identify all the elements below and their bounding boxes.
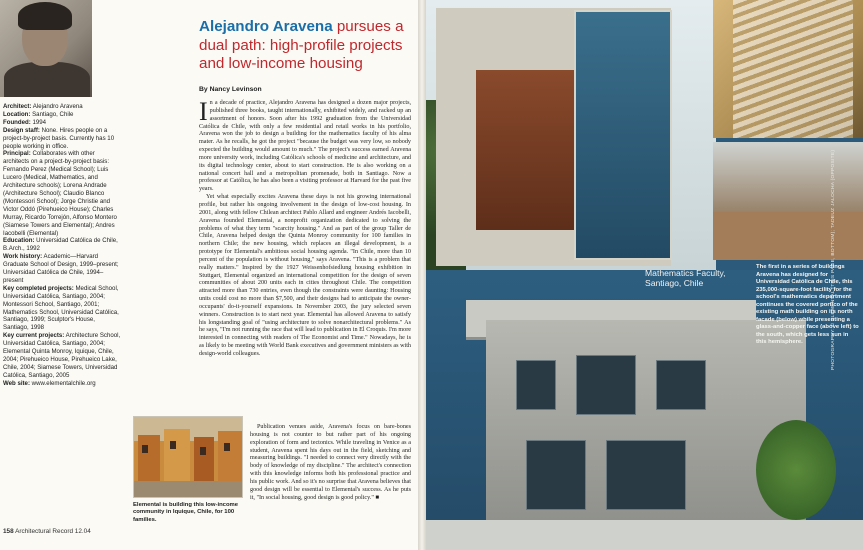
sidebar-entry-value: 1994	[30, 118, 47, 126]
photo-credit: PHOTOGRAPHY: © ELEMENTAL (THIS PAGE, BOTTOM); TADEUZ JALOCHA (OPPOSITE)	[831, 149, 836, 370]
interior-photo	[713, 142, 863, 260]
article-headline	[199, 18, 414, 74]
sidebar-entry-value: Architecture School, Universidad Católica, Santiago, 2004; Elemental Quinta Monroy, Iquique, Chile, 2004; Pirehueico House, Pirehueico Lake, Chile, 2004; Siamese Towers, Universidad Católica, Santiago, 2005	[3, 332, 121, 379]
sidebar-entry-value: www.elementalchile.org	[29, 379, 96, 387]
glass-box	[574, 10, 672, 260]
photo-location-label: Mathematics Faculty, Santiago, Chile	[645, 268, 726, 289]
sidebar-entry-value: Universidad Católica de Chile, B.Arch., 1992	[3, 237, 118, 253]
sidebar-entry	[3, 150, 121, 237]
facade-window	[526, 440, 586, 510]
sidebar-entry-label: Key current projects:	[3, 332, 65, 340]
drop-cap: I	[199, 97, 208, 126]
sidebar-entry-label: Founded:	[3, 118, 31, 126]
sidebar-entry	[3, 332, 121, 379]
portrait-hair	[18, 2, 72, 30]
right-page-photo	[426, 0, 863, 550]
byline: By Nancy Levinson	[199, 86, 262, 93]
sidebar-entry-value: Santiago, Chile	[30, 110, 74, 118]
sidebar-entry-value: Alejandro Aravena	[31, 103, 83, 110]
left-page	[0, 0, 420, 550]
elemental-housing-photo	[133, 416, 243, 498]
sidebar-entry	[3, 119, 121, 127]
sidebar-entry	[3, 111, 121, 119]
headline-name: Alejandro Aravena	[199, 18, 333, 35]
copper-panel	[476, 70, 574, 230]
paragraph-1-text: n a decade of practice, Alejandro Aravena has designed a dozen major projects, published three books, taught internationally, exhibited widely, and racked up an assortment of honors. Soon after his 1992 graduation from the Universidad Católica de Chile, with only a few residential and retail works in his portfolio, Aravena won the job to design a building for the mathematics faculty of his alma mater. As he recalls, he got the project "because the budget was very low, so nobody expected the building would amount to much." The project's success earned Aravena more university work, including Católica's schools of medicine and architecture, and its digital technology center, about to start construction. He is also working on a national concert hall and a metropolitan promenade, both in Santiago. Now a professor at Católica, he has also been a visiting professor at Harvard for the past five years.	[199, 100, 411, 193]
headline-rest: pursues a dual path: high-profile projects and low-income housing	[199, 18, 404, 72]
housing-illustration	[134, 417, 243, 498]
paragraph-3: Publication venues aside, Aravena's focus on bare-bones housing is not counter to but rather part of his ongoing exploration of form and tectonics. While traveling in Venice as a student, Aravena spent his days out in the field, sketching and measuring buildings. "I needed to connect very directly with the body of knowledge of my discipline." The architect's connection with this knowledge informs both his professional practice and his public work. And so it's no surprise that Aravena believes that good design will be essential to Elemental's success. As he puts it, "In social housing, good design is good policy." ■	[250, 424, 411, 501]
sidebar-entry-value: Academic—Harvard Graduate School of Design, 1999–present; Universidad Católica de Chile, 1994–present	[3, 253, 119, 284]
page-number: 158	[3, 528, 14, 535]
stair-treads	[733, 0, 853, 138]
facade-window	[656, 360, 706, 410]
page-gutter	[418, 0, 426, 550]
sidebar-entry-label: Architect:	[3, 103, 32, 110]
sidebar-entry-label: Work history:	[3, 253, 43, 261]
ground	[426, 520, 863, 550]
sidebar-entry-label: Education:	[3, 237, 35, 245]
sidebar-entry-label: Principal:	[3, 150, 31, 158]
sidebar-entry-label: Location:	[3, 110, 31, 118]
portrait-body	[4, 62, 90, 97]
sidebar-entry	[3, 103, 121, 111]
photo-caption: The first in a series of buildings Aravena has designed for Universidad Católica de Chile, this 235,000-square-foot facility for the school's mathematics department continues the covered portico of the existing math building on its north facade (below) while presenting a glass-and-copper face (above left) to the south, which gets less sun in this hemisphere.	[756, 264, 859, 345]
interior-floor	[713, 212, 863, 260]
sidebar-entry-label: Key completed projects:	[3, 284, 74, 292]
facade-window	[606, 440, 686, 510]
sidebar-entry	[3, 380, 121, 388]
stair-photo	[713, 0, 863, 138]
sidebar-entry-value: Collaborates with other architects on a project-by-project basis: Fernando Perez (Medical School); Luis Lucero (Medical, Mathematics, and Architecture schools); Lorena Andrade (Architecture School); Claudio Blanco (Montessori School); Jorge Christie and Victor Oddó (Pirehueico House); Charles Murray, Ricardo Torrejón, Alfonso Montero (Siamese Towers and Elemental); Andres Iacobelli (Elemental)	[3, 150, 117, 237]
sidebar-entry-value: Medical School, Universidad Católica, Santiago, 2004; Montessori School, Santiago, 2001; Mathematics School, Universidad Católica, Santiago, 1999; Sculptor's House, Santiago, 1998	[3, 284, 119, 332]
paragraph-2: Yet what especially excites Aravena these days is not his growing international profile, but rather his ongoing involvement in the design of low-cost housing. In 2001, along with fellow Chilean architect Pablo Allard and engineer Andrés Iacobelli, Aravena founded Elemental, a nonprofit organization dedicated to solving the problems of what they term "scarcity housing." And as part of the group Taller de Chile, Aravena helped design the Quinta Monroy community for 100 families in northern Chile; the new housing, which replaces an illegal development, is a prototype for Elemental's ambitious social housing agenda. "In Chile, more than 10 percent of the population is without housing," says Aravena. "This is a problem that really matters." Inspired by the 1927 Weissenhofsiedlung housing exhibition in Stuttgart, Elemental organized an international competition for the design of seven communities of about 200 units each in cities throughout Chile. The competition attracted more than 730 entries, even though the constraints were daunting: Housing units could cost no more than $7,500, and their designs had to anticipate the owner-occupants' do-it-yourself expansions. In November 2003, the jury selected seven winners. Construction is to start next year. Elemental has allowed Aravena to satisfy his longstanding goal of "using architecture to solve nonarchitectural problems." As he says, "I'm not running the race that will lead to publication in El Croquis. I'm more interested in connecting with readers of The Economist and Time." Nowadays, he is as likely to be meeting with World Bank executives and government ministers as with design-world colleagues.	[199, 194, 411, 357]
sidebar-entry-label: Web site:	[3, 379, 30, 387]
sidebar-entry-label: Design staff:	[3, 126, 40, 134]
sidebar-entry	[3, 237, 121, 253]
sidebar-entry	[3, 285, 121, 332]
facade-window	[576, 355, 636, 415]
architect-portrait	[0, 0, 92, 97]
sidebar-entry-value: None. Hires people on a project-by-project basis. Currently has 10 people working in office.	[3, 126, 115, 150]
page-footer	[3, 528, 91, 535]
architect-fact-sidebar	[3, 103, 121, 388]
sidebar-entry	[3, 127, 121, 151]
article-body-column-1	[199, 97, 411, 359]
facade-window	[516, 360, 556, 410]
tree	[756, 420, 836, 520]
article-body-column-2	[250, 424, 411, 502]
sidebar-entry	[3, 253, 121, 285]
publication-name: Architectural Record 12.04	[15, 528, 91, 535]
paragraph-1	[199, 97, 411, 194]
small-photo-caption: Elemental is building this low-income community in Iquique, Chile, for 100 families.	[133, 502, 239, 523]
